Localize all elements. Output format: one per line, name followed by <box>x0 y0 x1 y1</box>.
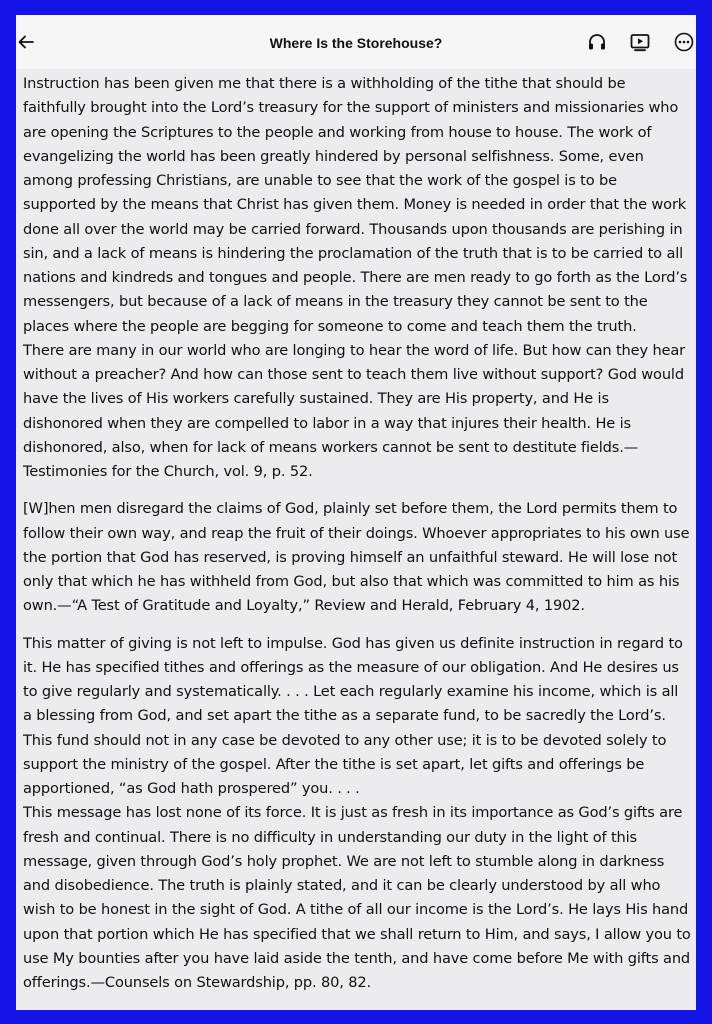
article-body <box>23 72 691 995</box>
paragraph-4: This matter of giving is not left to impulse. God has given us definite instruction in regard to it. He has specified tithes and offerings as the measure of our obligation. And He desires us to give regularly and systematically. . . . Let each regularly examine his income, which is all a blessing from God, and set apart the tithe as a separate fund, to be sacredly the Lord’s. This fund should not in any case be devoted to any other use; it is to be devoted solely to support the ministry of the gospel. After the tithe is set apart, let gifts and offerings be apportioned, “as God hath prospered” you. . . . <box>23 634 683 797</box>
top-bar <box>16 15 696 69</box>
paragraph-5: This message has lost none of its force. It is just as fresh in its importance as God’s gifts are fresh and continual. There is no difficulty in understanding our duty in the light of this message, given through God’s holy prophet. We are not left to stumble along in darkness and disobedience. The truth is plainly stated, and it can be clearly understood by all who wish to be honest in the sight of God. A tithe of all our income is the Lord’s. He lays His hand upon that portion which He has specified that we shall return to Him, and says, I allow you to use My bounties after you have laid aside the tenth, and have come before Me with gifts and offerings.—Counsels on Stewardship, pp. 80, 82. <box>23 804 691 991</box>
more-horizontal-icon[interactable] <box>673 31 695 53</box>
play-screen-icon[interactable] <box>629 31 651 53</box>
reader-screen <box>16 15 696 1010</box>
paragraph-1: Instruction has been given me that there is a withholding of the tithe that should be faithfully brought into the Lord’s treasury for the support of ministers and missionaries who are opening the Scriptures to the people and working from house to house. The work of evangelizing the world has been greatly hindered by personal selfishness. Some, even among professing Christians, are unable to see that the work of the gospel is to be supported by the means that Christ has given them. Money is needed in order that the work done all over the world may be carried forward. Thousands upon thousands are perishing in sin, and a lack of means is hindering the proclamation of the truth that is to be carried to all nations and kindreds and tongues and people. There are men ready to go forth as the Lord’s messengers, but because of a lack of means in the treasury they cannot be sent to the places where the people are begging for someone to come and teach them the truth. <box>23 75 688 335</box>
page-title: Where Is the Storehouse? <box>269 35 443 51</box>
arrow-left-icon[interactable] <box>16 32 36 52</box>
headphones-icon[interactable] <box>586 31 608 53</box>
paragraph-3: [W]hen men disregard the claims of God, plainly set before them, the Lord permits them to follow their own way, and reap the fruit of their doings. Whoever appropriates to his own use the portion that God has reserved, is proving himself an unfaithful steward. He will lose not only that which he has withheld from God, but also that which was committed to him as his own.—“A Test of Gratitude and Loyalty,” Review and Herald, February 4, 1902. <box>23 500 690 615</box>
paragraph-2: There are many in our world who are longing to hear the word of life. But how can they hear without a preacher? And how can those sent to teach them live without support? God would have the lives of His workers carefully sustained. They are His property, and He is dishonored when they are compelled to labor in a way that injures their health. He is dishonored, also, when for lack of means workers cannot be sent to destitute fields.—Testimonies for the Church, vol. 9, p. 52. <box>23 341 686 480</box>
